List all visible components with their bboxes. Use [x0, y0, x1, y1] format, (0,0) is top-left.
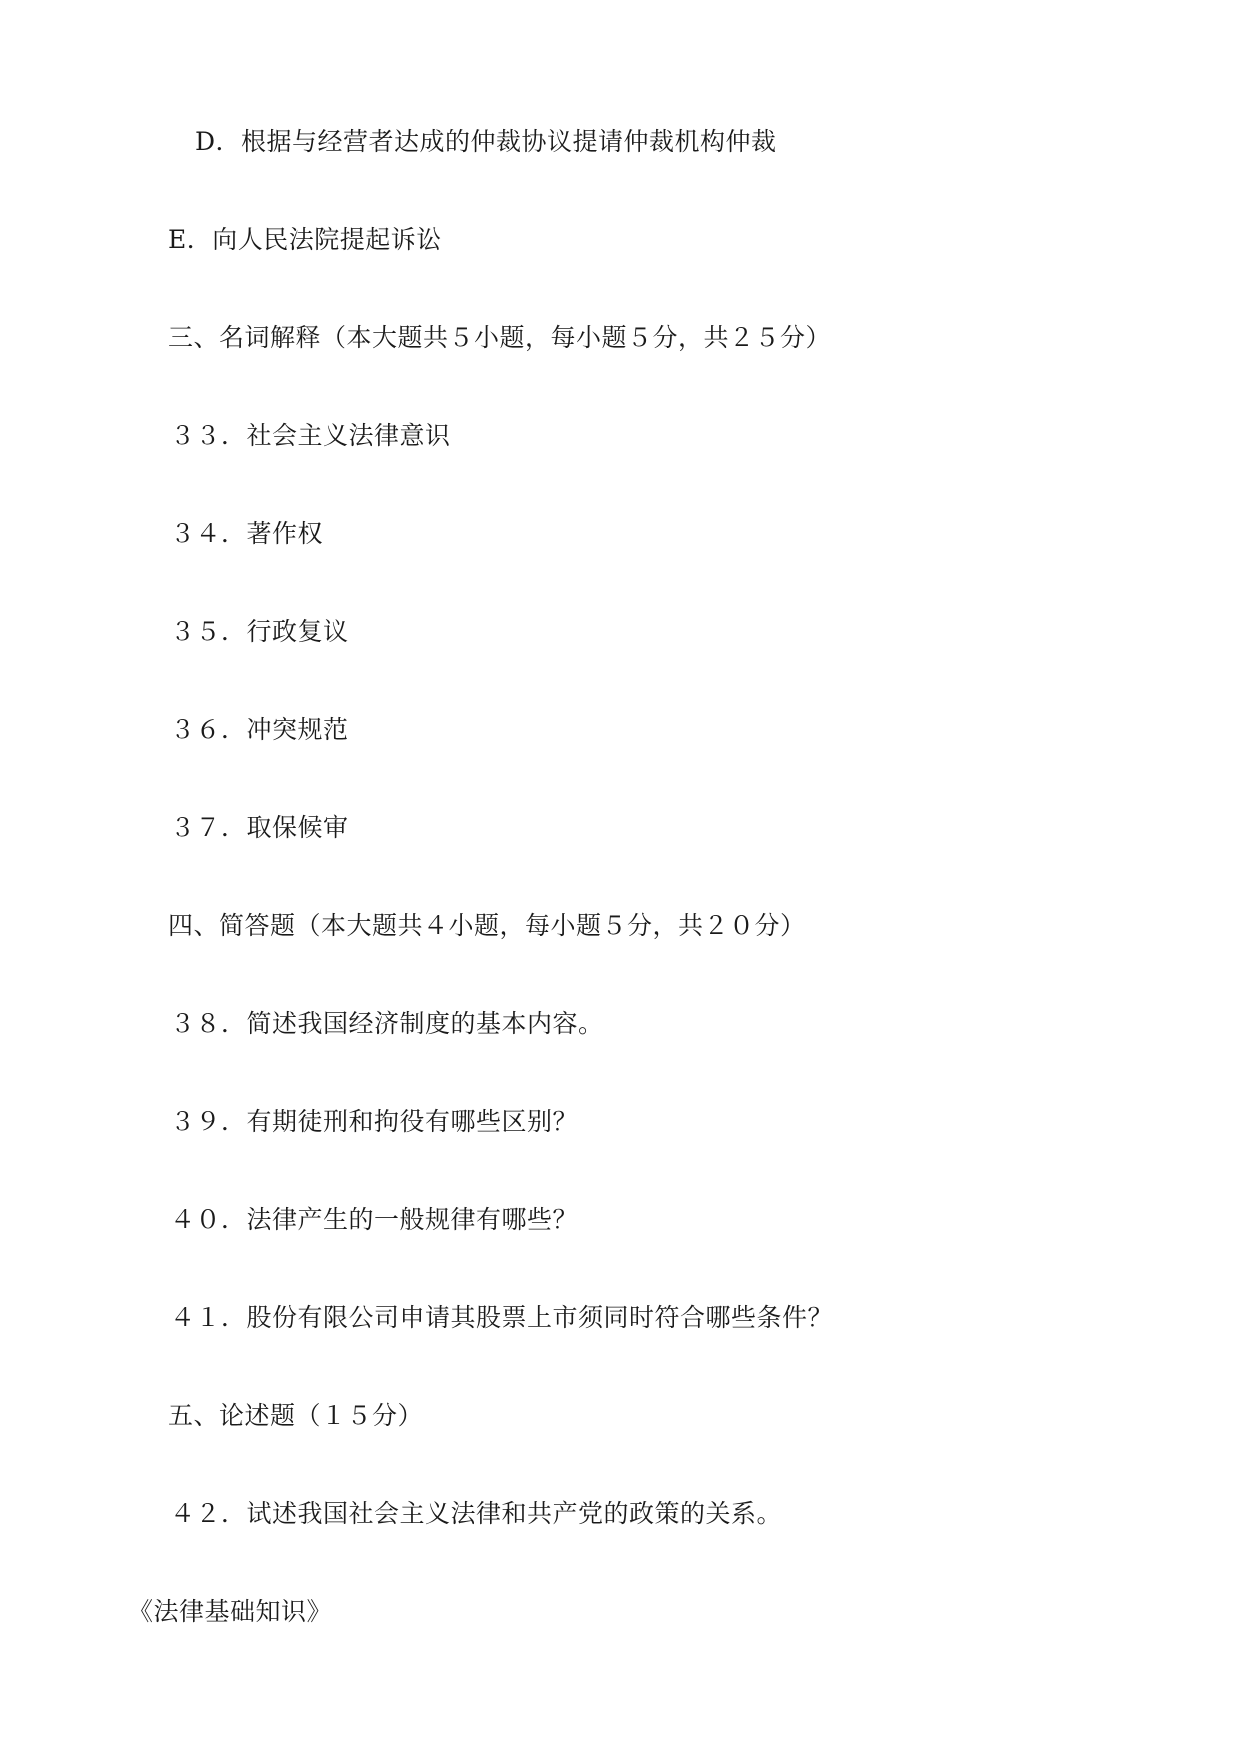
question-38: ３８．简述我国经济制度的基本内容。: [170, 1009, 604, 1038]
question-42: ４２．试述我国社会主义法律和共产党的政策的关系。: [170, 1499, 783, 1528]
document-footer-title: 《法律基础知识》: [128, 1597, 333, 1626]
option-d: D．根据与经营者达成的仲裁协议提请仲裁机构仲裁: [195, 127, 777, 156]
question-37: ３７．取保候审: [170, 813, 349, 842]
section-heading-4: 四、简答题（本大题共４小题，每小题５分，共２０分）: [168, 911, 806, 940]
question-41: ４１．股份有限公司申请其股票上市须同时符合哪些条件？: [170, 1303, 834, 1332]
question-39: ３９．有期徒刑和拘役有哪些区别？: [170, 1107, 579, 1136]
question-34: ３４．著作权: [170, 519, 324, 548]
question-40: ４０．法律产生的一般规律有哪些？: [170, 1205, 579, 1234]
section-heading-3: 三、名词解释（本大题共５小题，每小题５分，共２５分）: [168, 323, 832, 352]
section-heading-5: 五、论述题（１５分）: [168, 1401, 424, 1430]
question-36: ３６．冲突规范: [170, 715, 349, 744]
question-35: ３５．行政复议: [170, 617, 349, 646]
option-e: E．向人民法院提起诉讼: [168, 225, 442, 254]
question-33: ３３．社会主义法律意识: [170, 421, 451, 450]
